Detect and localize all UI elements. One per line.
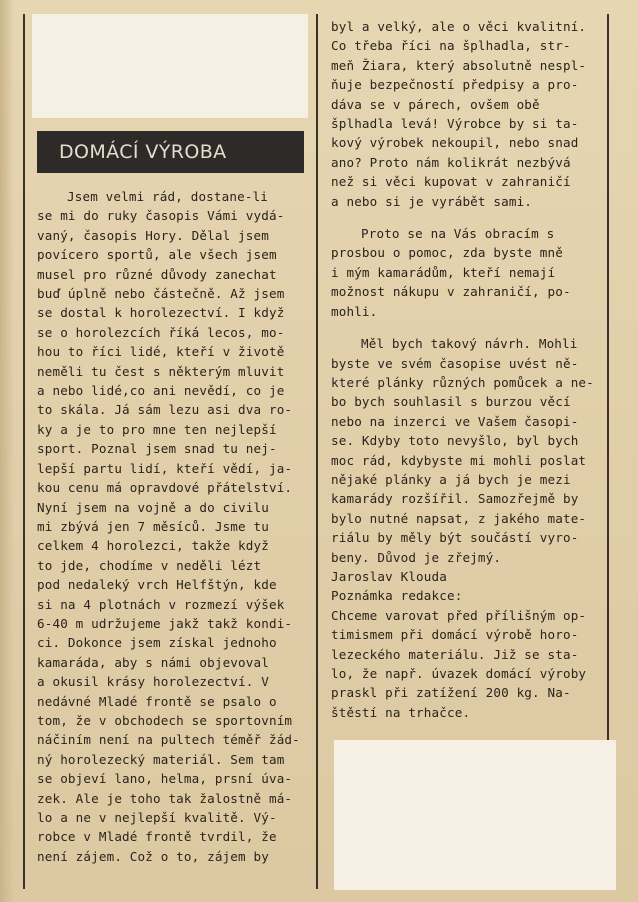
text-line: mohli. bbox=[331, 303, 378, 319]
middle-column-rule bbox=[316, 14, 318, 889]
text-line: to jde, chodíme v neděli lézt bbox=[37, 557, 262, 573]
text-line: Proto se na Vás obracím s bbox=[361, 226, 555, 242]
text-line: se. Kdyby toto nevyšlo, byl bych bbox=[331, 433, 579, 449]
text-line: než si věci kupovat v zahraničí bbox=[331, 174, 571, 190]
text-line: ky a je to pro mne ten nejlepší bbox=[37, 421, 277, 437]
text-line: timismem při domácí výrobě horo- bbox=[331, 627, 579, 643]
text-line: Jsem velmi rád, dostane-li bbox=[67, 189, 269, 204]
text-line: Chceme varovat před přílišným op- bbox=[331, 607, 587, 623]
text-line: Nyní jsem na vojně a do civilu bbox=[37, 499, 269, 515]
text-line: nějaké plánky a já bych je mezi bbox=[331, 471, 571, 487]
text-line: praskl při zatížení 200 kg. Na- bbox=[331, 685, 571, 701]
right-text-column bbox=[331, 17, 603, 722]
left-paragraph bbox=[37, 187, 307, 866]
text-line: riálu by měly být součástí vyro- bbox=[331, 530, 579, 546]
text-line: ano? Proto nám kolikrát nezbývá bbox=[331, 154, 571, 170]
left-text-column bbox=[37, 187, 307, 866]
right-paragraph-3 bbox=[331, 334, 603, 722]
text-line: lo a ne v nejlepší kvalitě. Vý- bbox=[37, 810, 277, 825]
text-line: buď úplně nebo částečně. Až jsem bbox=[37, 286, 285, 302]
text-line: které plánky různých pomůcek a ne- bbox=[331, 374, 594, 390]
text-line: bo bych souhlasil s burzou věcí bbox=[331, 394, 571, 410]
text-line: kou cenu má opravdové přátelství. bbox=[37, 480, 293, 496]
text-line: tom, že v obchodech se sportovním bbox=[37, 712, 293, 728]
editor-note-title: Poznámka redakce: bbox=[331, 588, 463, 604]
text-line: lo, že např. úvazek domácí výroby bbox=[331, 666, 587, 681]
text-line: sport. Poznal jsem snad tu nej- bbox=[37, 441, 277, 457]
text-line: to skála. Já sám lezu asi dva ro- bbox=[37, 402, 293, 418]
text-line: není zájem. Což o to, zájem by bbox=[37, 848, 269, 864]
text-line: nedávné Mladé frontě se psalo o bbox=[37, 693, 277, 709]
left-column-rule bbox=[23, 14, 25, 889]
text-line: se o horolezcích říká lecos, mo- bbox=[37, 324, 285, 340]
text-line: zek. Ale je toho tak žalostně má- bbox=[37, 790, 293, 806]
text-line: kamarády rozšířil. Samozřejmě by bbox=[331, 491, 579, 507]
text-line: ci. Dokonce jsem získal jednoho bbox=[37, 635, 277, 651]
text-line: a okusil krásy horolezectví. V bbox=[37, 674, 269, 690]
text-line: si na 4 plotnách v rozmezí výšek bbox=[37, 596, 285, 612]
text-line: byl a velký, ale o věci kvalitní. bbox=[331, 19, 587, 34]
text-line: štěstí na trhačce. bbox=[331, 704, 471, 720]
text-line: moc rád, kdybyste mi mohli poslat bbox=[331, 452, 587, 468]
text-line: 6-40 m udržujeme jakž takž kondi- bbox=[37, 615, 293, 631]
blank-area-top bbox=[32, 14, 308, 118]
text-line: možnost nákupu v zahraničí, po- bbox=[331, 284, 571, 300]
text-line: beny. Důvod je zřejmý. bbox=[331, 549, 502, 565]
text-line: bylo nutné napsat, z jakého mate- bbox=[331, 510, 587, 526]
text-line: hou to říci lidé, kteří v životě bbox=[37, 344, 285, 360]
text-line: povícero sportů, ale všech jsem bbox=[37, 247, 277, 263]
right-paragraph-2 bbox=[331, 224, 603, 321]
text-line: i mým kamarádům, kteří nemají bbox=[331, 264, 556, 280]
text-line: náčiním není na pultech téměř žád- bbox=[37, 732, 300, 748]
text-line: musel pro různé důvody zanechat bbox=[37, 266, 277, 282]
text-line: kamaráda, aby s námi objevoval bbox=[37, 654, 269, 670]
text-line: pod nedaleký vrch Helfštýn, kde bbox=[37, 577, 277, 593]
text-line: lezeckého materiálu. Již se sta- bbox=[331, 646, 579, 662]
text-line: kový výrobek nekoupil, nebo snad bbox=[331, 135, 579, 151]
text-line: lepší partu lidí, kteří vědí, ja- bbox=[37, 460, 293, 476]
text-line: celkem 4 horolezci, takže když bbox=[37, 538, 269, 554]
text-line: meň Žiara, který absolutně nespl- bbox=[331, 57, 587, 73]
text-line: neměli tu čest s některým mluvit bbox=[37, 363, 285, 379]
text-line: Co třeba říci na šplhadla, str- bbox=[331, 38, 571, 54]
text-line: mi zbývá jen 7 měsíců. Jsme tu bbox=[37, 518, 269, 534]
page-edge-shadow bbox=[0, 0, 14, 902]
text-line: ný horolezecký materiál. Sem tam bbox=[37, 751, 285, 767]
right-paragraph-1 bbox=[331, 17, 603, 211]
text-line: se mi do ruky časopis Vámi vydá- bbox=[37, 208, 285, 224]
article-heading: DOMÁCÍ VÝROBA bbox=[37, 131, 304, 173]
text-line: se objeví lano, helma, prsní úva- bbox=[37, 771, 293, 787]
text-line: robce v Mladé frontě tvrdil, že bbox=[37, 829, 277, 845]
text-line: vaný, časopis Hory. Dělal jsem bbox=[37, 227, 269, 243]
text-line: dáva se v párech, ovšem obě bbox=[331, 96, 540, 112]
text-line: nebo na inzerci ve Vašem časopi- bbox=[331, 413, 579, 429]
text-line: a nebo lidé,co ani nevědí, co je bbox=[37, 383, 285, 399]
text-line: šplhadla levá! Výrobce by si ta- bbox=[331, 116, 579, 132]
text-line: Měl bych takový návrh. Mohli bbox=[361, 336, 578, 352]
blank-area-bottom bbox=[334, 740, 616, 890]
text-line: ňuje bezpečností předpisy a pro- bbox=[331, 77, 579, 93]
text-line: byste ve svém časopise uvést ně- bbox=[331, 355, 579, 371]
text-line: se dostal k horolezectví. I když bbox=[37, 305, 285, 321]
text-line: prosbou o pomoc, zda byste mně bbox=[331, 245, 563, 261]
author-signature: Jaroslav Klouda bbox=[331, 568, 447, 584]
text-line: a nebo si je vyrábět sami. bbox=[331, 193, 533, 209]
